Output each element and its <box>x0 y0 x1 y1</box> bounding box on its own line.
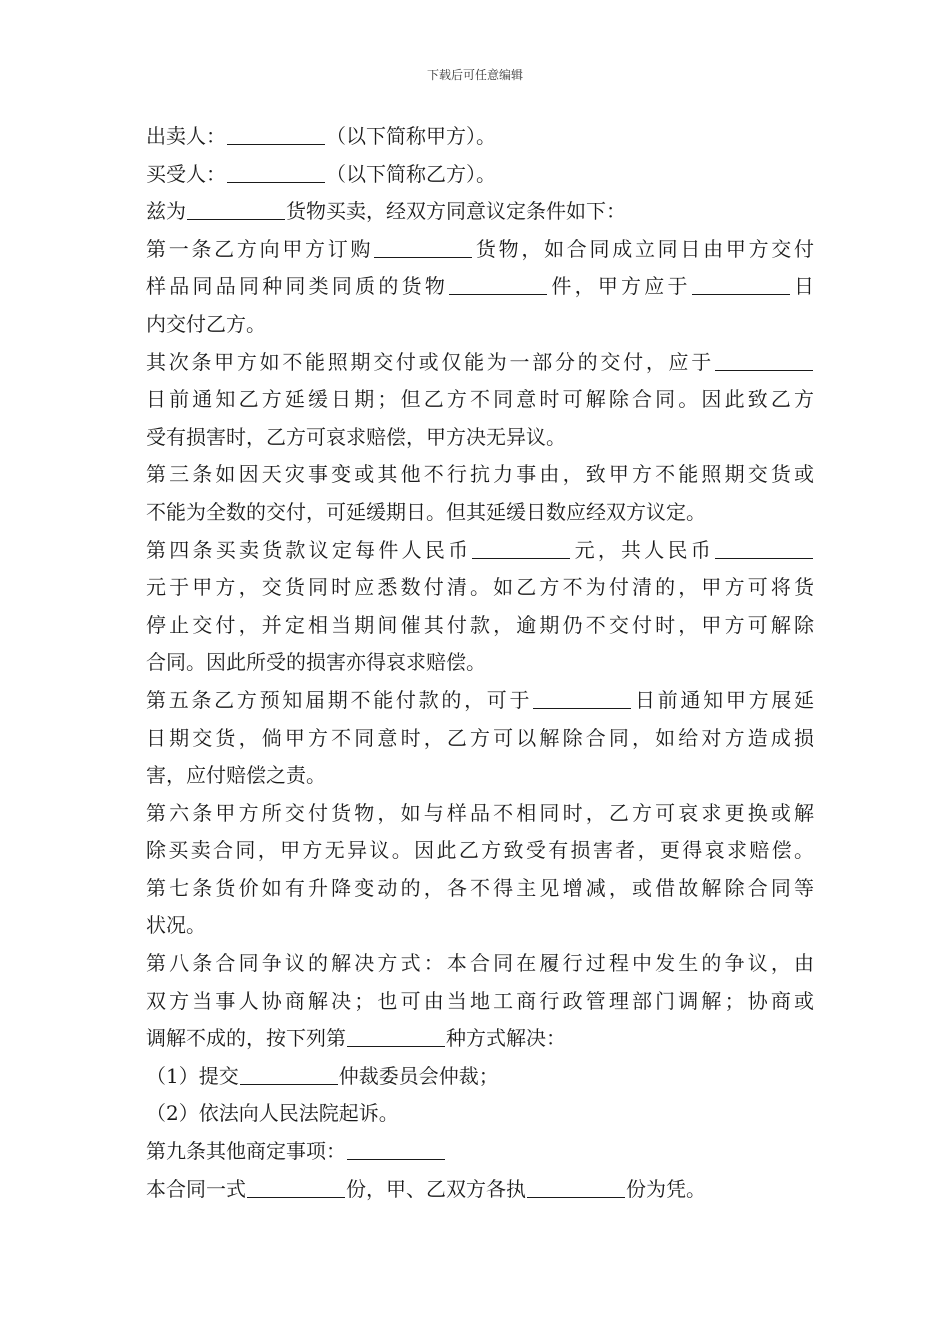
line-text: 受有损害时，乙方可哀求赔偿，甲方决无异议。 <box>146 424 566 449</box>
contract-line <box>146 682 814 720</box>
line-text: 日前通知甲方展延 <box>632 687 815 712</box>
line-text: 第七条货价如有升降变动的，各不得主见增减，或借故解除合同等 <box>146 875 814 900</box>
contract-body <box>146 118 814 1208</box>
fill-in-blank[interactable] <box>533 688 631 709</box>
line-text: 第一条乙方向甲方订购 <box>146 236 374 261</box>
line-text: 本合同一式 <box>146 1176 246 1201</box>
fill-in-blank[interactable] <box>374 237 472 258</box>
contract-line <box>146 268 814 306</box>
line-text: 货物，如合同成立同日由甲方交付 <box>473 236 815 261</box>
contract-line <box>146 381 814 419</box>
line-text: 第三条如因天灾事变或其他不行抗力事由，致甲方不能照期交货或 <box>146 462 814 487</box>
contract-line <box>146 1133 814 1171</box>
contract-line <box>146 456 814 494</box>
contract-line <box>146 757 814 795</box>
line-text: 份为凭。 <box>626 1176 706 1201</box>
line-text: （以下简称乙方）。 <box>326 161 496 186</box>
line-text: 双方当事人协商解决；也可由当地工商行政管理部门调解；协商或 <box>146 988 814 1013</box>
contract-line <box>146 1171 814 1209</box>
contract-line <box>146 419 814 457</box>
line-text: 第八条合同争议的解决方式：本合同在履行过程中发生的争议，由 <box>146 951 814 976</box>
fill-in-blank[interactable] <box>240 1064 338 1085</box>
fill-in-blank[interactable] <box>247 1177 345 1198</box>
contract-line <box>146 983 814 1021</box>
fill-in-blank[interactable] <box>692 274 790 295</box>
contract-line <box>146 607 814 645</box>
fill-in-blank[interactable] <box>227 124 325 145</box>
contract-line <box>146 720 814 758</box>
fill-in-blank[interactable] <box>715 538 813 559</box>
line-text: （2）依法向人民法院起诉。 <box>146 1101 399 1126</box>
line-text: 合同。因此所受的损害亦得哀求赔偿。 <box>146 650 486 675</box>
line-text: 货物买卖，经双方同意议定条件如下： <box>286 199 626 224</box>
line-text: 内交付乙方。 <box>146 311 266 336</box>
contract-line <box>146 644 814 682</box>
fill-in-blank[interactable] <box>449 274 547 295</box>
contract-line <box>146 118 814 156</box>
line-text: 状况。 <box>146 913 206 938</box>
contract-line <box>146 832 814 870</box>
contract-line <box>146 795 814 833</box>
contract-line <box>146 1095 814 1133</box>
line-text: 样品同品同种同类同质的货物 <box>146 274 449 299</box>
contract-line <box>146 193 814 231</box>
line-text: 兹为 <box>146 199 186 224</box>
contract-line <box>146 532 814 570</box>
contract-line <box>146 1058 814 1096</box>
line-text: 仲裁委员会仲裁； <box>338 1063 499 1088</box>
line-text: 害，应付赔偿之责。 <box>146 763 326 788</box>
contract-line <box>146 494 814 532</box>
contract-line <box>146 569 814 607</box>
page-header-note: 下载后可任意编辑 <box>426 68 523 82</box>
contract-line <box>146 907 814 945</box>
line-text: 元，共人民币 <box>571 537 715 562</box>
contract-line <box>146 945 814 983</box>
line-text: 其次条甲方如不能照期交付或仅能为一部分的交付，应于 <box>146 349 714 374</box>
contract-line <box>146 344 814 382</box>
line-text: （1）提交 <box>146 1063 239 1088</box>
fill-in-blank[interactable] <box>472 538 570 559</box>
line-text: 第六条甲方所交付货物，如与样品不相同时，乙方可哀求更换或解 <box>146 800 814 825</box>
line-text: （以下简称甲方）。 <box>326 124 496 148</box>
line-text: 日 <box>790 274 815 299</box>
fill-in-blank[interactable] <box>527 1177 625 1198</box>
line-text: 除买卖合同，甲方无异议。因此乙方致受有损害者，更得哀求赔偿。 <box>146 838 814 863</box>
fill-in-blank[interactable] <box>187 199 285 220</box>
line-text: 第五条乙方预知届期不能付款的，可于 <box>146 687 533 712</box>
fill-in-blank[interactable] <box>715 350 813 371</box>
fill-in-blank[interactable] <box>227 162 325 183</box>
line-text: 份，甲、乙双方各执 <box>346 1176 526 1201</box>
contract-line <box>146 156 814 194</box>
line-text: 停止交付，并定相当期间催其付款，逾期仍不交付时，甲方可解除 <box>146 612 814 637</box>
line-text: 第九条其他商定事项： <box>146 1139 346 1164</box>
line-text: 日前通知乙方延缓日期；但乙方不同意时可解除合同。因此致乙方 <box>146 387 814 412</box>
line-text: 件，甲方应于 <box>548 274 691 299</box>
fill-in-blank[interactable] <box>347 1026 445 1047</box>
line-text: 买受人： <box>146 161 226 186</box>
contract-line <box>146 870 814 908</box>
line-text: 第四条买卖货款议定每件人民币 <box>146 537 472 562</box>
line-text: 出卖人： <box>146 124 226 148</box>
line-text: 元于甲方，交货同时应悉数付清。如乙方不为付清的，甲方可将货 <box>146 575 814 600</box>
line-text: 日期交货，倘甲方不同意时，乙方可以解除合同，如给对方造成损 <box>146 725 814 750</box>
line-text: 不能为全数的交付，可延缓期日。但其延缓日数应经双方议定。 <box>146 499 706 524</box>
contract-line <box>146 306 814 344</box>
contract-line <box>146 1020 814 1058</box>
line-text: 种方式解决： <box>446 1026 566 1051</box>
fill-in-blank[interactable] <box>347 1139 445 1160</box>
contract-line <box>146 231 814 269</box>
line-text: 调解不成的，按下列第 <box>146 1026 346 1051</box>
